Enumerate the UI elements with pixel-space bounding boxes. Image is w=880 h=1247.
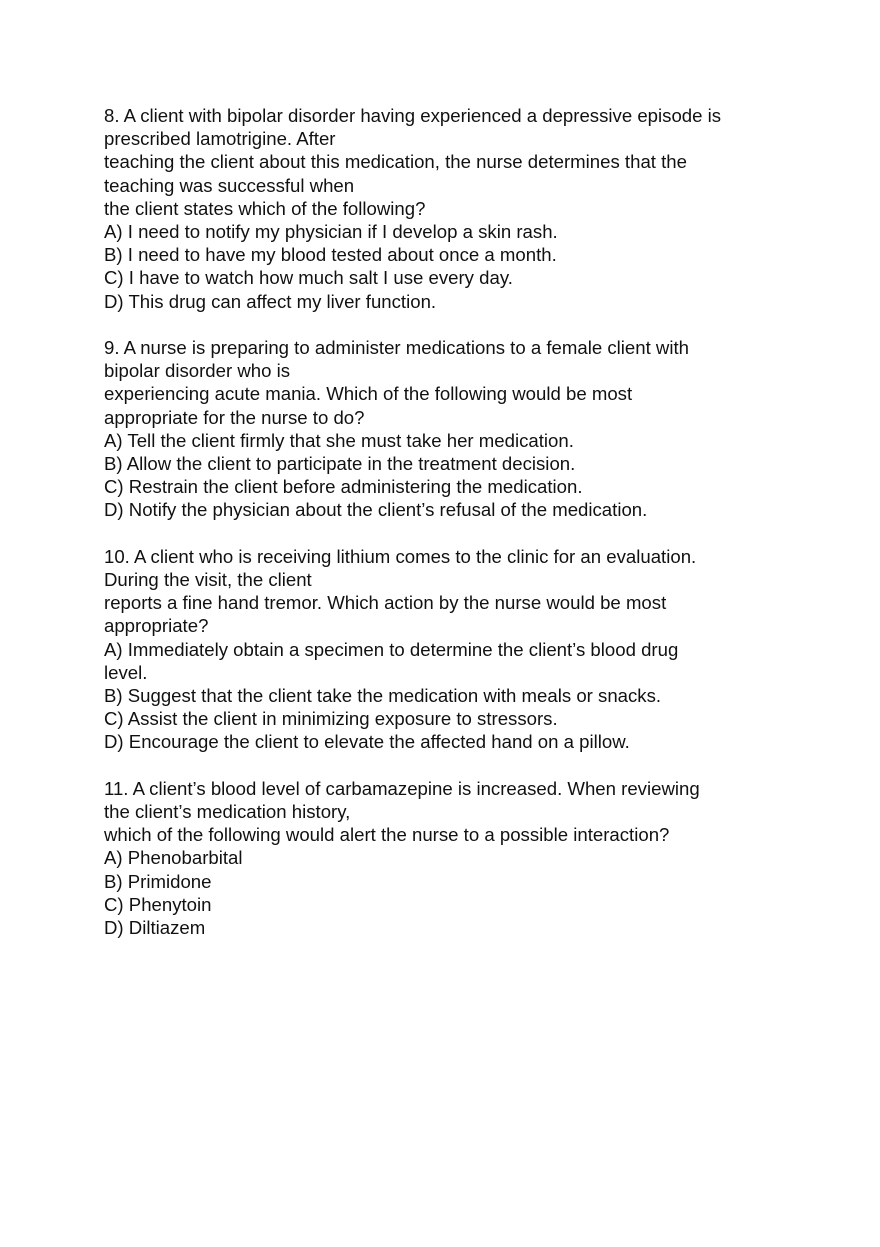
question-stem-line: During the visit, the client xyxy=(104,569,312,591)
question-stem-line: 11. A client’s blood level of carbamazepine is increased. When reviewing xyxy=(104,777,700,799)
answer-option-b: B) Primidone xyxy=(104,870,212,892)
question-stem-line: reports a fine hand tremor. Which action by the nurse would be most xyxy=(104,592,667,614)
answer-option-c: C) I have to watch how much salt I use every day. xyxy=(104,267,513,289)
question-stem-line: appropriate? xyxy=(104,615,209,637)
question-stem-line: teaching the client about this medication, the nurse determines that the xyxy=(104,151,687,173)
answer-option-a-continued: level. xyxy=(104,661,148,683)
answer-option-d: D) Notify the physician about the client’s refusal of the medication. xyxy=(104,499,648,521)
answer-option-c: C) Phenytoin xyxy=(104,893,212,915)
question-stem-line: the client’s medication history, xyxy=(104,801,351,823)
question-stem-line: prescribed lamotrigine. After xyxy=(104,128,336,150)
answer-option-a: A) Immediately obtain a specimen to determine the client’s blood drug xyxy=(104,638,679,660)
question-stem-line: 10. A client who is receiving lithium comes to the clinic for an evaluation. xyxy=(104,545,697,567)
answer-option-b: B) Allow the client to participate in the treatment decision. xyxy=(104,453,576,475)
question-8 xyxy=(104,104,824,313)
question-stem-line: the client states which of the following? xyxy=(104,197,426,219)
answer-option-d: D) Diltiazem xyxy=(104,917,206,939)
answer-option-a: A) Phenobarbital xyxy=(104,847,243,869)
question-stem-line: 8. A client with bipolar disorder having experienced a depressive episode is xyxy=(104,105,722,126)
answer-option-d: D) Encourage the client to elevate the affected hand on a pillow. xyxy=(104,731,630,753)
answer-option-b: B) Suggest that the client take the medication with meals or snacks. xyxy=(104,685,662,707)
answer-option-a: A) I need to notify my physician if I develop a skin rash. xyxy=(104,221,558,243)
answer-option-c: C) Restrain the client before administering the medication. xyxy=(104,476,583,498)
question-stem-line: which of the following would alert the nurse to a possible interaction? xyxy=(104,824,670,846)
answer-option-c: C) Assist the client in minimizing exposure to stressors. xyxy=(104,708,558,730)
question-stem-line: experiencing acute mania. Which of the following would be most xyxy=(104,383,633,405)
question-stem-line: appropriate for the nurse to do? xyxy=(104,406,365,428)
question-stem-line: 9. A nurse is preparing to administer medications to a female client with xyxy=(104,337,689,359)
question-9 xyxy=(104,336,824,522)
question-stem-line: teaching was successful when xyxy=(104,174,355,196)
question-10 xyxy=(104,545,824,754)
answer-option-d: D) This drug can affect my liver function. xyxy=(104,290,437,312)
question-stem-line: bipolar disorder who is xyxy=(104,360,291,382)
question-11 xyxy=(104,777,824,939)
question-list xyxy=(104,104,824,962)
answer-option-b: B) I need to have my blood tested about once a month. xyxy=(104,244,557,266)
answer-option-a: A) Tell the client firmly that she must take her medication. xyxy=(104,429,574,451)
